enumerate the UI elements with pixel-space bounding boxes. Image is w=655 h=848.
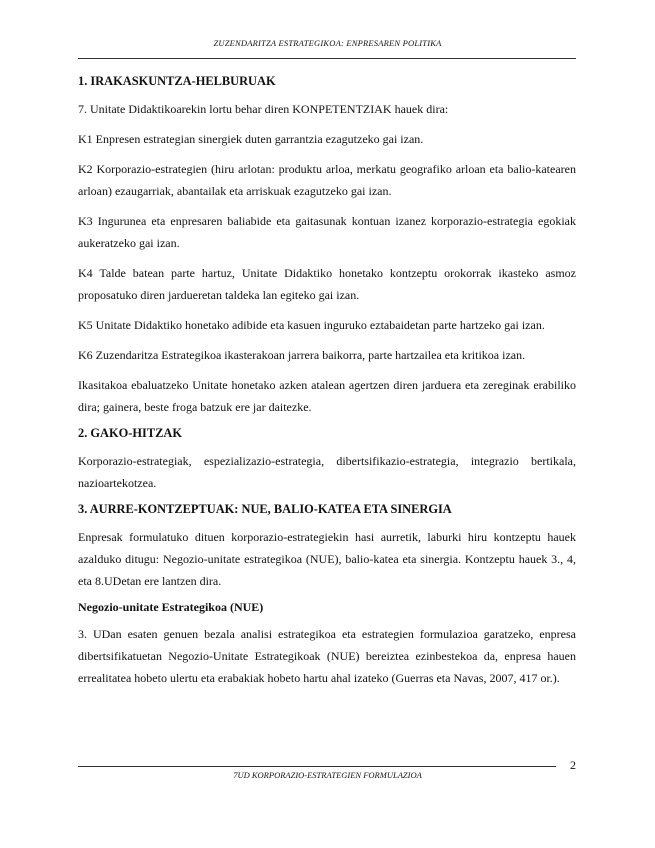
paragraph: K6 Zuzendaritza Estrategikoa ikasterakoan jarrera baikorra, parte hartzailea eta kritikoa izan. bbox=[78, 348, 526, 362]
section-heading-objectives: 1. IRAKASKUNTZA-HELBURUAK bbox=[78, 74, 276, 88]
section-heading-keywords: 2. GAKO-HITZAK bbox=[78, 426, 182, 440]
running-header: ZUZENDARITZA ESTRATEGIKOA: ENPRESAREN POLITIKA bbox=[213, 38, 442, 48]
paragraph: 7. Unitate Didaktikoarekin lortu behar diren KONPETENTZIAK hauek dira: bbox=[78, 102, 449, 116]
paragraph: Ikasitakoa ebaluatzeko Unitate honetako azken atalean agertzen diren jarduera eta zereginak erabiliko dira; gainera, beste froga batzuk ere jar daitezke. bbox=[78, 378, 576, 414]
paragraph: 3. UDan esaten genuen bezala analisi estrategikoa eta estrategien formulazioa garatzeko, enpresa dibertsifikatuetan Negozio-Unitate Estrategikoak (NUE) bereiztea ezinbestekoa da, enpresa hauen errealitatea hobeto ulertu eta erabakiak hobeto hartu ahal izateko (Guerras eta Navas, 2007, 417 or.). bbox=[78, 627, 576, 685]
section-heading-preconcepts: 3. AURRE-KONTZEPTUAK: NUE, BALIO-KATEA ETA SINERGIA bbox=[78, 502, 452, 516]
running-footer: 7UD KORPORAZIO-ESTRATEGIEN FORMULAZIOA bbox=[233, 770, 422, 780]
paragraph: Enpresak formulatuko dituen korporazio-estrategiekin hasi aurretik, laburki hiru kontzeptu hauek azalduko ditugu: Negozio-unitate estrategikoa (NUE), balio-katea eta sinergia. Kontzeptu hauek 3., 4, eta 8.UDetan ere lantzen dira. bbox=[78, 530, 576, 588]
paragraph: K5 Unitate Didaktiko honetako adibide eta kasuen inguruko eztabaidetan parte hartzeko gai izan. bbox=[78, 318, 545, 332]
paragraph: K3 Ingurunea eta enpresaren baliabide eta gaitasunak kontuan izanez korporazio-estrategia egokiak aukeratzeko gai izan. bbox=[78, 214, 576, 250]
page-number: 2 bbox=[570, 758, 576, 772]
paragraph: K2 Korporazio-estrategien (hiru arlotan: produktu arloa, merkatu geografiko arloan eta balio-katearen arloan) ezaugarriak, abantailak eta arriskuak ezagutzeko gai izan. bbox=[78, 162, 576, 198]
paragraph: K4 Talde batean parte hartuz, Unitate Didaktiko honetako kontzeptu orokorrak ikasteko asmoz proposatuko diren jardueretan taldeka lan egiteko gai izan. bbox=[78, 266, 576, 302]
subsection-heading-nue: Negozio-unitate Estrategikoa (NUE) bbox=[78, 600, 264, 614]
header-divider bbox=[78, 58, 576, 59]
paragraph: K1 Enpresen estrategian sinergiek duten garrantzia ezagutzeko gai izan. bbox=[78, 132, 424, 146]
footer-divider bbox=[78, 766, 556, 767]
paragraph: Korporazio-estrategiak, espezializazio-estrategia, dibertsifikazio-estrategia, integrazio bertikala, nazioartekotzea. bbox=[78, 454, 576, 490]
document-body bbox=[78, 74, 576, 697]
